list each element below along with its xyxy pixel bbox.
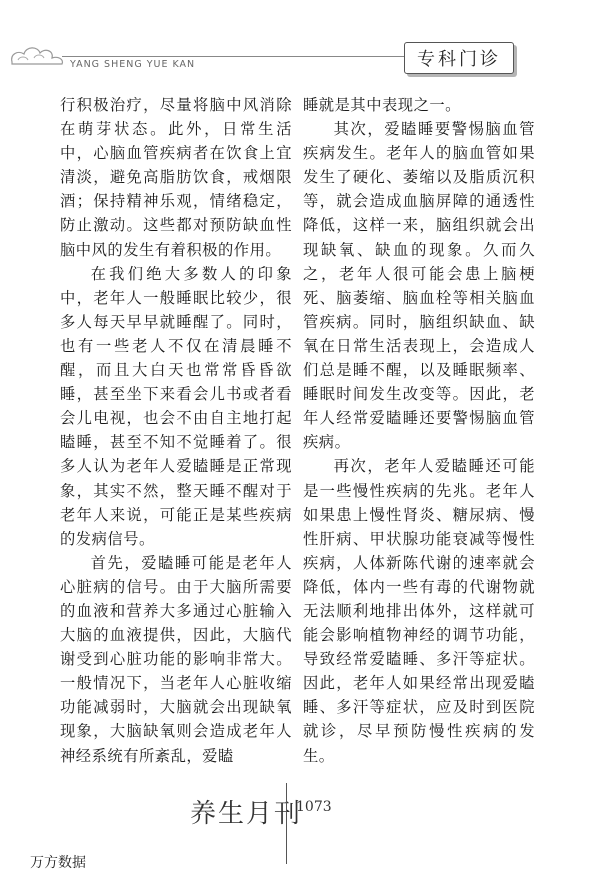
- footer-journal-name: 养生月刊: [190, 799, 303, 829]
- paragraph: 再次，老年人爱瞌睡还可能是一些慢性疾病的先兆。老年人如果患上慢性肾炎、糖尿病、慢性肝病、甲状腺功能衰减等慢性疾病，人体新陈代谢的速率就会降低，体内一些有毒的代谢物就无法顺利地排出体外，这样就可能会影响植物神经的调节功能，导致经常爱瞌睡、多汗等症状。因此，老年人如果经常出现爱瞌睡、多汗等症状，应及时到医院就诊，尽早预防慢性疾病的发生。: [303, 457, 535, 765]
- right-column: [303, 93, 535, 768]
- section-title: 专科门诊: [417, 49, 501, 70]
- paragraph: 其次，爱瞌睡要警惕脑血管疾病发生。老年人的脑血管如果发生了硬化、萎缩以及脂质沉积等，就会造成血脑屏障的通透性降低，这样一来，脑组织就会出现缺氧、缺血的现象。久而久之，老年人很可能会患上脑梗死、脑萎缩、脑血栓等相关脑血管疾病。同时，脑组织缺血、缺氧在日常生活表现上，会造成人们总是睡不醒，以及睡眠频率、睡眠时间发生改变等。因此，老年人经常爱瞌睡还要警惕脑血管疾病。: [303, 120, 535, 452]
- footer-divider: [286, 783, 287, 864]
- database-watermark: 万方数据: [30, 855, 86, 871]
- page-header: [0, 0, 591, 90]
- section-label-box: [404, 42, 514, 74]
- paragraph: 首先，爱瞌睡可能是老年人心脏病的信号。由于大脑所需要的血液和营养大多通过心脏输入大脑的血液提供，因此，大脑代谢受到心脏功能的影响非常大。一般情况下，当老年人心脏收缩功能减弱时，大脑就会出现缺氧现象，大脑缺氧则会造成老年人神经系统有所紊乱，爱瞌: [60, 553, 292, 765]
- paragraph: 睡就是其中表现之一。: [303, 96, 461, 114]
- paragraph: 行积极治疗，尽量将脑中风消除在萌芽状态。此外，日常生活中，心脑血管疾病者在饮食上宜清淡，避免高脂肪饮食，戒烟限酒；保持精神乐观，情绪稳定，防止激动。这些都对预防缺血性脑中风的发生有着积极的作用。: [60, 96, 292, 259]
- journal-pinyin: YANG SHENG YUE KAN: [70, 59, 196, 70]
- left-column: [60, 93, 292, 768]
- paragraph: 在我们绝大多数人的印象中，老年人一般睡眠比较少，很多人每天早早就睡醒了。同时，也有一些老人不仅在清晨睡不醒，而且大白天也常常昏昏欲睡，甚至坐下来看会儿书或者看会儿电视，也会不由自主地打起瞌睡，甚至不知不觉睡着了。很多人认为老年人爱瞌睡是正常现象，其实不然，整天睡不醒对于老年人来说，可能正是某些疾病的发病信号。: [60, 264, 292, 548]
- page-number: 1073: [296, 799, 332, 815]
- cloud-ornament-icon: [8, 42, 70, 72]
